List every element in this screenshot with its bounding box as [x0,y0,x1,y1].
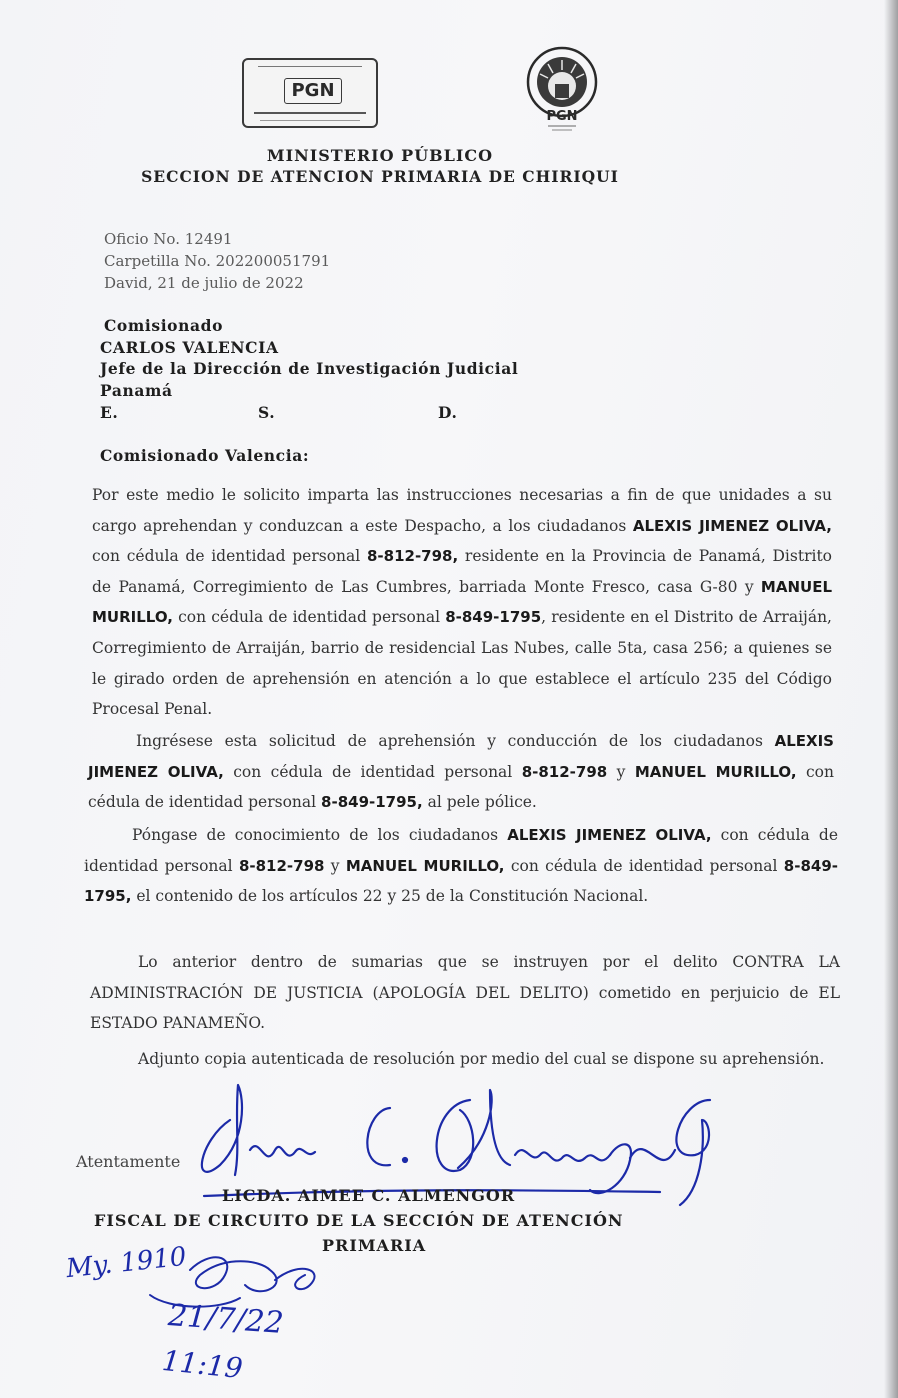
paragraph-request: Por este medio le solicito imparta las instrucciones necesarias a fin de que unidades a su cargo aprehendan y conduzcan a este Despacho, a los ciudadanos ALEXIS JIMENEZ OLIVA, con cédula de identidad personal 8-812-798, residente en la Provincia de Panamá, Distrito de Panamá, Corregimiento de Las Cumbres, barriada Monte Fresco, casa G-80 y MANUEL MURILLO, con cédula de identidad personal 8-849-1795, residente en el Distrito de Arraiján, Corregimiento de Arraiján, barrio de residencial Las Nubes, calle 5ta, casa 256; a quienes se le girado orden de aprehensión en atención a lo que establece el artículo 235 del Código Procesal Penal. [92,486,832,719]
signer-title-line1: FISCAL DE CIRCUITO DE LA SECCIÓN DE ATENCIÓN [94,1211,624,1230]
pgn-logo-text: PGN [284,78,342,104]
pgn-seal-text: PGN [546,109,578,124]
carpetilla-number: Carpetilla No. 202200051791 [104,252,331,270]
signer-name: LICDA. AIMEE C. ALMENGOR [222,1186,516,1205]
document-date: David, 21 de julio de 2022 [104,274,304,292]
pgn-seal-icon [512,46,612,136]
esd-s: S. [258,403,276,422]
salutation: Comisionado Valencia: [100,446,310,465]
recipient-city: Panamá [100,381,173,400]
institution-title: MINISTERIO PÚBLICO [266,146,494,165]
paragraph-sumarias: Lo anterior dentro de sumarias que se instruyen por el delito CONTRA LA ADMINISTRACIÓN DE JUSTICIA (APOLOGÍA DEL DELITO) cometido en perjuicio de EL ESTADO PANAMEÑO. [90,953,840,1033]
paragraph-ingresese: Ingrésese esta solicitud de aprehensión y conducción de los ciudadanos ALEXIS JIMENEZ OLIVA, con cédula de identidad personal 8-812-798 y MANUEL MURILLO, con cédula de identidad personal 8-849-1795, al pele pólice. [88,732,834,812]
receipt-date: 21/7/22 [166,1298,285,1341]
esd-e: E. [100,403,119,422]
receipt-time: 11:19 [160,1343,245,1386]
farewell: Atentamente [76,1152,181,1171]
signer-title-line2: PRIMARIA [322,1236,427,1255]
receipt-code: My. 1910 [64,1241,188,1285]
esd-d: D. [438,403,458,422]
pgn-logo-left [242,58,378,128]
recipient-title: Comisionado [104,316,224,335]
paragraph-adjunto: Adjunto copia autenticada de resolución por medio del cual se dispone su aprehensión. [138,1050,825,1068]
recipient-position: Jefe de la Dirección de Investigación Judicial [100,359,519,378]
recipient-name: CARLOS VALENCIA [100,338,279,357]
page-edge-shadow [884,0,898,1398]
section-title: SECCION DE ATENCION PRIMARIA DE CHIRIQUI [141,167,619,186]
paragraph-pongase: Póngase de conocimiento de los ciudadanos ALEXIS JIMENEZ OLIVA, con cédula de identidad personal 8-812-798 y MANUEL MURILLO, con cédula de identidad personal 8-849-1795, el contenido de los artículos 22 y 25 de la Constitución Nacional. [84,826,838,906]
oficio-number: Oficio No. 12491 [104,230,233,248]
